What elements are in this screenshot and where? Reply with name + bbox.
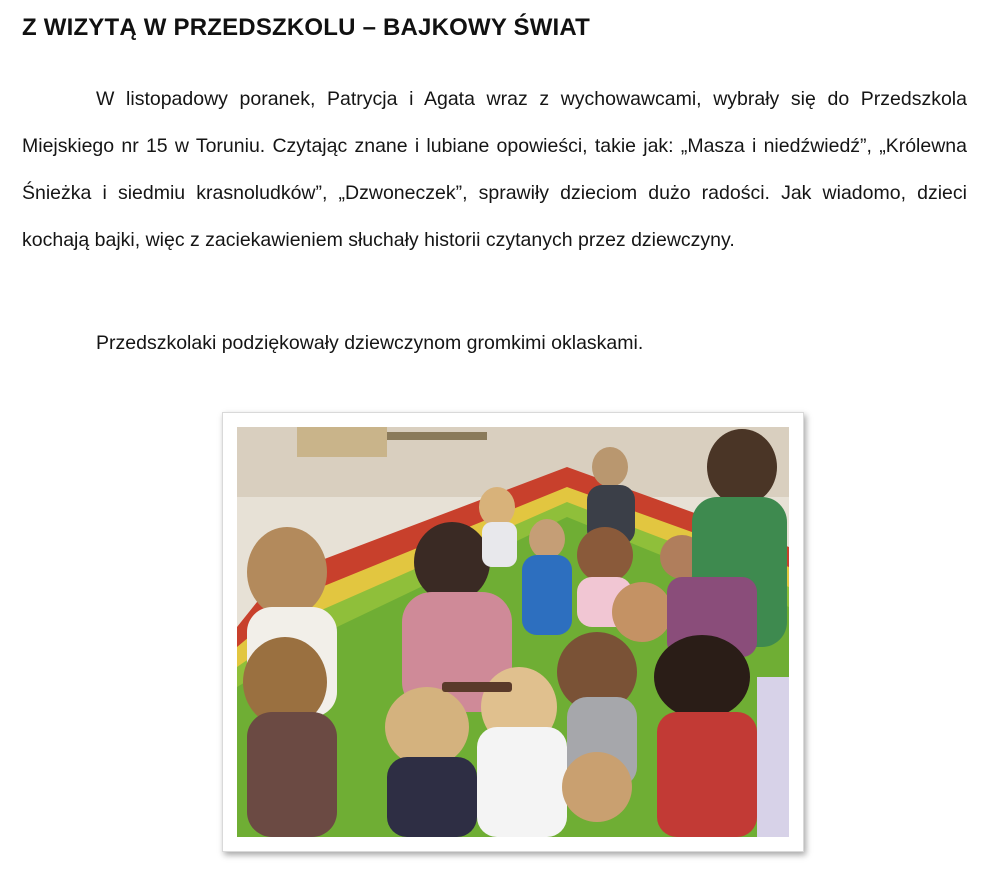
paragraph-1: W listopadowy poranek, Patrycja i Agata wraz z wychowawcami, wybrały się do Przedszkola Miejskiego nr 15 w Toruniu. Czytając znane i lubiane opowieści, takie jak: „Masza i niedźwiedź”, „Królewna Śnieżka i siedmiu krasnoludków”, „Dzwoneczek”, sprawiły dzieciom dużo radości. Jak wiadomo, dzieci kochają bajki, więc z zaciekawieniem słuchały historii czytanych przez dziewczyny. bbox=[22, 88, 967, 251]
preschool-reading-photo bbox=[237, 427, 789, 837]
photo-illustration bbox=[237, 427, 789, 837]
paragraph-2: Przedszkolaki podziękowały dziewczynom gromkimi oklaskami. bbox=[96, 332, 644, 354]
photo-frame bbox=[222, 412, 804, 852]
page-title: Z WIZYTĄ W PRZEDSZKOLU – BAJKOWY ŚWIAT bbox=[22, 14, 591, 41]
